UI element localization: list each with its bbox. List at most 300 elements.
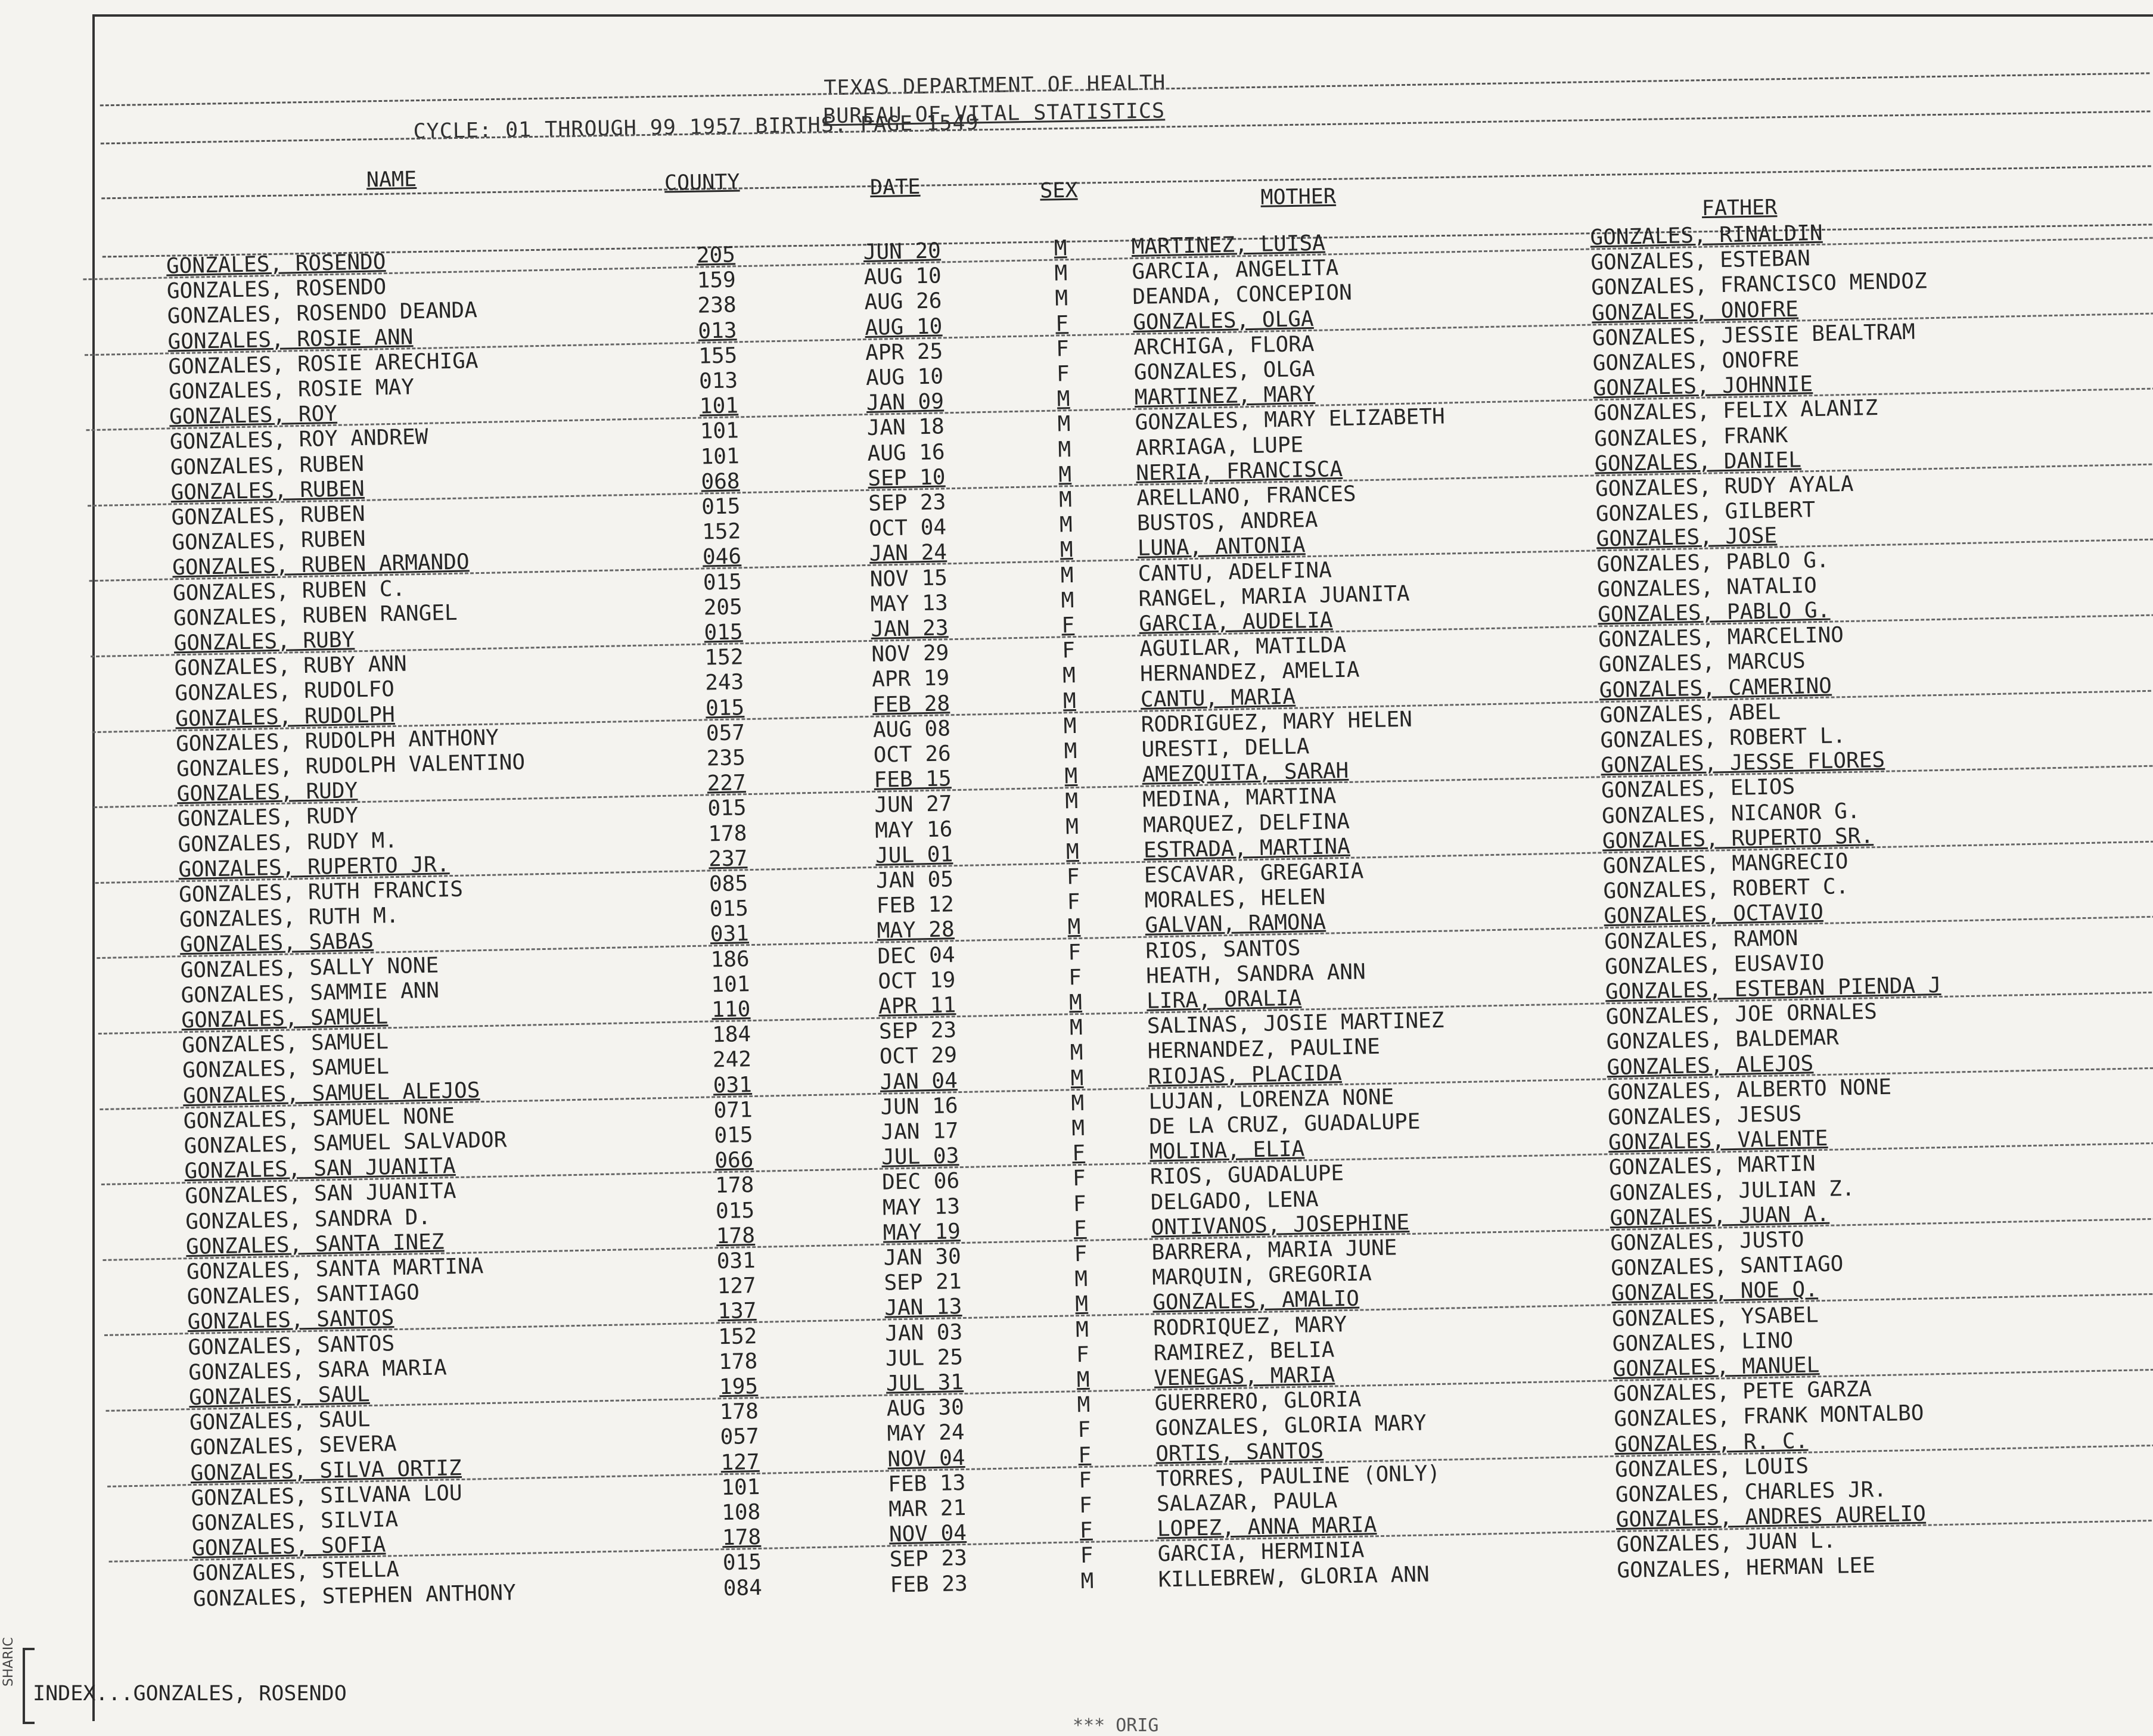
cell-name: GONZALES, ROY ANDREW xyxy=(169,425,428,455)
cell-date: JAN 05 xyxy=(875,867,954,893)
cell-county: 237 xyxy=(708,846,748,872)
cell-name: GONZALES, RUDOLFO xyxy=(175,677,395,706)
cell-father: GONZALES, ROBERT C. xyxy=(1603,874,1849,904)
cell-county: 057 xyxy=(706,720,745,746)
cell-name: GONZALES, SAMMIE ANN xyxy=(181,978,440,1008)
cell-sex: F xyxy=(1079,1493,1093,1518)
cell-father: GONZALES, ALEJOS xyxy=(1607,1051,1814,1080)
cell-sex: M xyxy=(1074,1292,1089,1317)
cell-county: 195 xyxy=(719,1374,759,1400)
cell-date: AUG 26 xyxy=(864,288,942,315)
cell-mother: ARELLANO, FRANCES xyxy=(1136,482,1356,511)
cell-name: GONZALES, RUBEN xyxy=(171,527,366,555)
cell-mother: MORALES, HELEN xyxy=(1144,884,1326,913)
cell-father: GONZALES, RAMON xyxy=(1604,926,1798,954)
cell-county: 238 xyxy=(697,293,737,318)
cell-date: DEC 06 xyxy=(881,1169,960,1195)
cell-date: MAY 16 xyxy=(874,816,953,843)
cell-mother: LUJAN, LORENZA NONE xyxy=(1148,1085,1394,1114)
cell-father: GONZALES, OCTAVIO xyxy=(1604,900,1824,929)
cell-name: GONZALES, SANTIAGO xyxy=(187,1280,420,1310)
cell-mother: ESCAVAR, GREGARIA xyxy=(1144,859,1364,888)
cell-sex: M xyxy=(1063,713,1077,739)
cell-mother: GARCIA, AUDELIA xyxy=(1138,608,1333,636)
cell-name: GONZALES, STELLA xyxy=(192,1557,400,1586)
cell-date: NOV 15 xyxy=(869,565,948,592)
cell-sex: F xyxy=(1077,1443,1092,1468)
cell-name: GONZALES, SALLY NONE xyxy=(180,953,439,983)
cell-mother: LOPEZ, ANNA MARIA xyxy=(1157,1513,1377,1542)
cell-county: 046 xyxy=(702,544,742,570)
cell-name: GONZALES, SAUL xyxy=(189,1407,371,1436)
cell-county: 015 xyxy=(709,896,749,922)
cell-county: 031 xyxy=(710,921,750,947)
cell-father: GONZALES, MANGRECIO xyxy=(1602,849,1848,879)
cell-county: 101 xyxy=(710,971,750,998)
cell-county: 101 xyxy=(699,393,739,419)
cell-mother: GONZALES, MARY ELIZABETH xyxy=(1135,404,1446,436)
col-sex: SEX xyxy=(1039,178,1078,203)
cell-sex: M xyxy=(1065,839,1080,865)
cell-sex: M xyxy=(1057,412,1071,437)
cell-father: GONZALES, EUSAVIO xyxy=(1604,950,1825,980)
cell-sex: F xyxy=(1068,940,1082,965)
cell-date: SEP 23 xyxy=(889,1546,968,1572)
cell-mother: GARCIA, HERMINIA xyxy=(1157,1538,1365,1567)
cell-name: GONZALES, SAMUEL xyxy=(182,1054,390,1083)
cell-date: AUG 10 xyxy=(864,313,943,340)
cell-sex: M xyxy=(1058,462,1072,487)
cell-date: JUL 01 xyxy=(875,841,953,868)
cell-mother: RIOJAS, PLACIDA xyxy=(1148,1060,1343,1089)
cell-date: JUL 25 xyxy=(885,1344,964,1371)
cell-date: OCT 04 xyxy=(868,515,947,542)
cell-date: OCT 26 xyxy=(873,741,952,768)
cell-sex: M xyxy=(1068,990,1083,1015)
cell-date: NOV 04 xyxy=(888,1521,967,1547)
cell-county: 178 xyxy=(719,1399,759,1425)
cell-county: 057 xyxy=(720,1424,760,1450)
cell-father: GONZALES, JUAN A. xyxy=(1610,1201,1830,1231)
cell-mother: DE LA CRUZ, GUADALUPE xyxy=(1148,1109,1421,1139)
cell-mother: SALINAS, JOSIE MARTINEZ xyxy=(1147,1008,1444,1039)
dept-title: TEXAS DEPARTMENT OF HEALTH xyxy=(824,71,1166,101)
cell-county: 013 xyxy=(697,318,737,344)
cell-mother: ARCHIGA, FLORA xyxy=(1133,331,1315,360)
cell-name: GONZALES, RUDY xyxy=(177,803,359,832)
cell-sex: F xyxy=(1076,1342,1090,1368)
cell-father: GONZALES, PABLO G. xyxy=(1596,548,1830,577)
cell-date: JAN 09 xyxy=(866,389,945,416)
cell-sex: F xyxy=(1068,965,1082,990)
cell-mother: MARQUIN, GREGORIA xyxy=(1152,1261,1372,1290)
cell-mother: TORRES, PAULINE (ONLY) xyxy=(1155,1461,1441,1492)
cell-sex: F xyxy=(1066,864,1080,890)
cell-mother: ARRIAGA, LUPE xyxy=(1135,432,1304,461)
cell-date: JUN 27 xyxy=(874,791,952,818)
cell-county: 178 xyxy=(707,821,747,847)
cell-county: 205 xyxy=(696,243,736,268)
cell-date: FEB 23 xyxy=(890,1571,968,1598)
cell-sex: M xyxy=(1054,236,1067,261)
bureau-title: BUREAU OF VITAL STATISTICS xyxy=(822,99,1166,129)
cell-name: GONZALES, RUTH FRANCIS xyxy=(178,877,464,908)
cell-name: GONZALES, SILVIA xyxy=(191,1507,399,1536)
cell-date: NOV 29 xyxy=(871,641,949,667)
cell-sex: F xyxy=(1072,1166,1086,1191)
cell-sex: M xyxy=(1058,437,1071,462)
cell-sex: F xyxy=(1080,1544,1093,1569)
cell-sex: M xyxy=(1071,1091,1085,1116)
cell-sex: M xyxy=(1064,764,1078,789)
cell-father: GONZALES, YSABEL xyxy=(1611,1302,1819,1331)
cell-date: JAN 30 xyxy=(883,1244,962,1271)
cell-county: 178 xyxy=(722,1525,762,1551)
cell-name: GONZALES, SAN JUANITA xyxy=(184,1154,456,1184)
cell-father: GONZALES, RUDY AYALA xyxy=(1595,471,1854,502)
cell-father: GONZALES, JOE ORNALES xyxy=(1605,999,1878,1030)
cell-father: GONZALES, JOSE xyxy=(1596,523,1778,552)
cell-name: GONZALES, SAN JUANITA xyxy=(184,1179,456,1209)
cell-father: GONZALES, JUAN L. xyxy=(1616,1529,1837,1558)
cell-sex: M xyxy=(1074,1266,1088,1292)
cell-sex: M xyxy=(1076,1367,1090,1393)
cell-mother: MEDINA, MARTINA xyxy=(1142,784,1337,813)
cell-father: GONZALES, ONOFRE xyxy=(1591,297,1799,326)
cell-name: GONZALES, SAUL xyxy=(188,1382,370,1411)
cell-father: GONZALES, NICANOR G. xyxy=(1601,799,1860,828)
cell-county: 015 xyxy=(705,695,745,721)
cell-mother: SALAZAR, PAULA xyxy=(1156,1488,1338,1517)
cell-father: GONZALES, HERMAN LEE xyxy=(1617,1552,1876,1583)
cell-name: GONZALES, ROSENDO xyxy=(166,275,387,304)
cell-sex: M xyxy=(1059,513,1073,538)
cell-name: GONZALES, SANTA MARTINA xyxy=(186,1254,484,1285)
cell-sex: M xyxy=(1057,387,1070,412)
cell-sex: M xyxy=(1060,538,1073,563)
cell-father: GONZALES, JULIAN Z. xyxy=(1609,1176,1855,1206)
cell-name: GONZALES, RUDY M. xyxy=(178,828,398,857)
cell-name: GONZALES, SOFIA xyxy=(191,1532,386,1561)
cell-county: 243 xyxy=(704,670,744,695)
cell-sex: M xyxy=(1058,487,1073,513)
cell-date: AUG 10 xyxy=(863,263,942,290)
cycle-line: CYCLE: 01 THROUGH 99 1957 BIRTHS. PAGE 1549 xyxy=(413,111,979,144)
cell-name: GONZALES, RUBEN ARMANDO xyxy=(172,549,470,580)
cell-sex: M xyxy=(1071,1116,1085,1141)
cell-date: AUG 16 xyxy=(867,439,945,466)
cell-date: JAN 24 xyxy=(869,540,947,567)
cell-date: MAY 13 xyxy=(870,591,949,617)
cell-county: 127 xyxy=(717,1274,757,1299)
cell-father: GONZALES, PABLO G. xyxy=(1597,598,1831,628)
cell-county: 127 xyxy=(720,1449,760,1475)
cell-father: GONZALES, BALDEMAR xyxy=(1606,1025,1840,1055)
cell-date: NOV 04 xyxy=(887,1445,965,1472)
cell-county: 186 xyxy=(710,946,750,972)
cell-date: AUG 08 xyxy=(872,716,951,743)
cell-mother: HERNANDEZ, AMELIA xyxy=(1139,657,1360,687)
cell-mother: RIOS, GUADALUPE xyxy=(1149,1161,1344,1190)
cell-date: FEB 12 xyxy=(876,892,955,918)
cell-mother: GALVAN, RAMONA xyxy=(1145,910,1326,939)
cell-sex: F xyxy=(1077,1418,1091,1443)
cell-father: GONZALES, DANIEL xyxy=(1594,448,1802,477)
cell-father: GONZALES, ROBERT L. xyxy=(1600,723,1846,753)
sharic-stamp: SHARIC xyxy=(1,1637,16,1687)
cell-county: 155 xyxy=(698,343,738,369)
cell-date: JUN 16 xyxy=(880,1093,959,1120)
cell-father: GONZALES, NATALIO xyxy=(1596,573,1818,603)
cell-date: SEP 10 xyxy=(868,465,946,491)
cell-name: GONZALES, RUPERTO JR. xyxy=(178,852,450,883)
cell-date: JAN 04 xyxy=(880,1068,958,1095)
cell-date: MAR 21 xyxy=(888,1495,967,1522)
cell-name: GONZALES, RUDOLPH ANTHONY xyxy=(175,725,499,757)
cell-father: GONZALES, CHARLES JR. xyxy=(1615,1477,1887,1508)
cell-father: GONZALES, JESUS xyxy=(1607,1101,1802,1131)
cell-mother: ONTIVANOS, JOSEPHINE xyxy=(1151,1210,1410,1240)
cell-mother: URESTI, DELLA xyxy=(1141,734,1310,762)
cell-date: APR 19 xyxy=(871,666,950,692)
cell-mother: RODRIGUEZ, MARY HELEN xyxy=(1141,707,1413,737)
cell-date: FEB 13 xyxy=(887,1470,966,1497)
cell-name: GONZALES, RUBEN C. xyxy=(172,576,406,605)
cell-mother: GONZALES, GLORIA MARY xyxy=(1155,1411,1427,1441)
cell-father: GONZALES, JESSE FLORES xyxy=(1600,747,1885,778)
cell-date: JAN 18 xyxy=(866,414,945,441)
col-county: COUNTY xyxy=(664,170,740,195)
cell-mother: GONZALES, OLGA xyxy=(1133,356,1315,385)
cell-date: APR 25 xyxy=(865,339,943,365)
cell-father: GONZALES, LOUIS xyxy=(1614,1454,1809,1482)
cell-county: 084 xyxy=(723,1575,763,1601)
cell-date: JUN 20 xyxy=(863,238,942,265)
cell-mother: MOLINA, ELIA xyxy=(1149,1136,1305,1164)
cell-date: SEP 23 xyxy=(868,490,946,516)
cell-date: AUG 10 xyxy=(865,364,944,390)
cell-name: GONZALES, SABAS xyxy=(179,929,374,958)
cell-sex: M xyxy=(1075,1317,1089,1342)
cell-county: 066 xyxy=(714,1148,754,1173)
cell-county: 071 xyxy=(713,1097,753,1123)
cell-county: 015 xyxy=(703,569,742,595)
cell-mother: AMEZQUITA, SARAH xyxy=(1142,759,1349,787)
cell-name: GONZALES, RUBEN RANGEL xyxy=(173,600,458,631)
cell-date: SEP 21 xyxy=(884,1269,962,1296)
cell-sex: F xyxy=(1061,613,1075,638)
cell-sex: M xyxy=(1070,1066,1084,1091)
cell-sex: M xyxy=(1055,286,1068,311)
cell-mother: GARCIA, ANGELITA xyxy=(1132,256,1339,285)
cell-county: 110 xyxy=(711,997,751,1023)
cell-name: GONZALES, ROY xyxy=(169,401,338,430)
cell-county: 242 xyxy=(712,1047,752,1073)
cell-sex: F xyxy=(1071,1141,1086,1166)
cell-date: MAY 13 xyxy=(882,1194,961,1221)
cell-father: GONZALES, ESTEBAN xyxy=(1590,246,1811,275)
cell-sex: F xyxy=(1055,311,1069,337)
cell-date: MAY 19 xyxy=(883,1219,961,1246)
cell-mother: MARTINEZ, MARY xyxy=(1134,382,1316,411)
cell-county: 101 xyxy=(700,418,740,444)
cell-mother: KILLEBREW, GLORIA ANN xyxy=(1158,1561,1430,1592)
cell-county: 159 xyxy=(697,268,737,293)
cell-sex: F xyxy=(1061,638,1076,663)
cell-sex: M xyxy=(1080,1569,1094,1594)
cell-date: FEB 28 xyxy=(872,691,950,718)
cell-name: GONZALES, ROSIE MAY xyxy=(168,375,415,405)
cell-sex: M xyxy=(1060,563,1074,588)
cell-sex: M xyxy=(1064,738,1077,764)
cell-father: GONZALES, ANDRES AURELIO xyxy=(1615,1501,1927,1533)
cell-father: GONZALES, MARCUS xyxy=(1598,648,1806,678)
cell-sex: M xyxy=(1062,663,1076,688)
cell-date: JAN 03 xyxy=(884,1319,963,1346)
col-mother: MOTHER xyxy=(1260,184,1337,210)
cell-name: GONZALES, SAMUEL ALEJOS xyxy=(182,1077,480,1108)
cell-father: GONZALES, ONOFRE xyxy=(1592,347,1800,376)
cell-father: GONZALES, RINALDIN xyxy=(1590,221,1823,250)
col-date: DATE xyxy=(869,175,921,200)
cell-county: 015 xyxy=(704,620,743,645)
cell-date: JAN 13 xyxy=(884,1294,962,1321)
cell-date: JAN 23 xyxy=(871,616,949,642)
cell-name: GONZALES, SANDRA D. xyxy=(185,1204,431,1234)
cell-name: GONZALES, ROSIE ARECHIGA xyxy=(168,348,479,380)
cell-name: GONZALES, ROSIE ANN xyxy=(167,324,414,355)
cell-county: 152 xyxy=(701,519,741,545)
cell-name: GONZALES, RUDY xyxy=(176,778,358,807)
cell-name: GONZALES, STEPHEN ANTHONY xyxy=(192,1580,517,1611)
cell-father: GONZALES, ABEL xyxy=(1599,700,1781,728)
cell-date: JAN 17 xyxy=(881,1119,959,1145)
cell-father: GONZALES, R. C. xyxy=(1614,1428,1809,1457)
cell-mother: LIRA, ORALIA xyxy=(1146,986,1302,1014)
cell-county: 013 xyxy=(698,368,738,394)
cell-sex: M xyxy=(1069,1015,1083,1041)
cell-name: GONZALES, SAMUEL NONE xyxy=(183,1103,455,1133)
cell-date: DEC 04 xyxy=(877,942,955,969)
cell-father: GONZALES, SANTIAGO xyxy=(1610,1251,1844,1281)
cell-county: 178 xyxy=(714,1173,754,1198)
cell-father: GONZALES, VALENTE xyxy=(1608,1126,1828,1156)
cell-county: 227 xyxy=(707,771,747,796)
cell-mother: RANGEL, MARIA JUANITA xyxy=(1138,581,1411,611)
cell-name: GONZALES, SANTOS xyxy=(188,1331,395,1360)
cell-father: GONZALES, FRANK MONTALBO xyxy=(1613,1401,1924,1432)
cell-name: GONZALES, SANTOS xyxy=(187,1306,394,1335)
cell-mother: RODRIQUEZ, MARY xyxy=(1152,1312,1347,1341)
cell-county: 178 xyxy=(718,1349,758,1375)
cell-name: GONZALES, RUDOLPH xyxy=(175,702,396,731)
cell-sex: M xyxy=(1061,588,1074,613)
cell-father: GONZALES, MARCELINO xyxy=(1598,623,1844,653)
cell-mother: BARRERA, MARIA JUNE xyxy=(1151,1235,1397,1265)
cell-father: GONZALES, ESTEBAN PIENDA J xyxy=(1605,973,1941,1005)
cell-county: 015 xyxy=(722,1550,762,1576)
cell-county: 137 xyxy=(717,1299,757,1324)
cell-sex: M xyxy=(1054,261,1068,286)
cell-father: GONZALES, FRANCISCO MENDOZ xyxy=(1590,269,1928,300)
cell-name: GONZALES, RUBEN xyxy=(170,476,365,505)
cell-date: OCT 29 xyxy=(879,1043,958,1070)
cell-county: 031 xyxy=(713,1072,753,1098)
cell-mother: GUERRERO, GLORIA xyxy=(1154,1387,1362,1416)
cell-mother: NERIA, FRANCISCA xyxy=(1135,456,1343,486)
cell-date: MAY 28 xyxy=(877,917,955,944)
cell-sex: M xyxy=(1070,1041,1083,1066)
cell-father: GONZALES, RUPERTO SR. xyxy=(1602,823,1874,854)
cell-mother: BUSTOS, ANDREA xyxy=(1136,507,1318,536)
cell-mother: GONZALES, OLGA xyxy=(1132,306,1315,335)
cell-father: GONZALES, MANUEL xyxy=(1613,1353,1820,1382)
cell-father: GONZALES, ELIOS xyxy=(1601,775,1795,803)
cell-father: GONZALES, JOHNNIE xyxy=(1593,372,1813,401)
cell-name: GONZALES, RUBEN xyxy=(171,501,365,530)
cell-mother: HERNANDEZ, PAULINE xyxy=(1147,1035,1381,1064)
cell-county: 015 xyxy=(701,494,741,520)
cell-county: 184 xyxy=(712,1022,751,1048)
cell-mother: ESTRADA, MARTINA xyxy=(1143,834,1351,863)
cell-sex: F xyxy=(1067,890,1080,915)
cell-sex: F xyxy=(1056,362,1070,387)
cell-county: 108 xyxy=(721,1499,761,1526)
cell-date: OCT 19 xyxy=(877,967,956,994)
cell-mother: DEANDA, CONCEPION xyxy=(1132,280,1353,310)
cell-date: AUG 30 xyxy=(886,1395,965,1421)
cell-father: GONZALES, MARTIN xyxy=(1608,1151,1816,1181)
cell-county: 015 xyxy=(714,1123,753,1148)
cell-name: GONZALES, SANTA INEZ xyxy=(185,1229,445,1259)
cell-date: JUL 03 xyxy=(881,1144,959,1170)
cell-county: 152 xyxy=(704,645,744,670)
cell-mother: CANTU, ADELFINA xyxy=(1138,557,1332,586)
cell-sex: M xyxy=(1065,814,1079,839)
cell-sex: F xyxy=(1073,1191,1087,1216)
cell-mother: MARTINEZ, LUISA xyxy=(1131,231,1326,259)
cell-name: GONZALES, SARA MARIA xyxy=(188,1355,448,1385)
cell-mother: CANTU, MARIA xyxy=(1140,684,1296,712)
cell-mother: LUNA, ANTONIA xyxy=(1137,533,1306,561)
cell-father: GONZALES, JESSIE BEALTRAM xyxy=(1592,319,1916,351)
cell-sex: M xyxy=(1067,915,1081,940)
cell-name: GONZALES, SAMUEL xyxy=(181,1004,389,1033)
cell-mother: RIOS, SANTOS xyxy=(1145,936,1301,964)
cell-name: GONZALES, SILVANA LOU xyxy=(191,1480,463,1511)
cell-mother: HEATH, SANDRA ANN xyxy=(1145,959,1366,989)
cell-county: 101 xyxy=(700,443,740,470)
cell-name: GONZALES, ROSENDO xyxy=(166,250,386,279)
cell-county: 235 xyxy=(706,746,746,771)
cell-county: 015 xyxy=(707,796,747,821)
cell-county: 101 xyxy=(720,1474,760,1501)
cell-father: GONZALES, JUSTO xyxy=(1610,1227,1804,1256)
cell-county: 085 xyxy=(709,871,748,897)
cell-name: GONZALES, RUTH M. xyxy=(179,903,399,933)
cell-mother: AGUILAR, MATILDA xyxy=(1139,633,1347,662)
cell-date: FEB 15 xyxy=(874,766,952,793)
cell-county: 015 xyxy=(715,1198,755,1223)
cell-name: GONZALES, ROSENDO DEANDA xyxy=(167,298,478,329)
cell-mother: DELGADO, LENA xyxy=(1150,1187,1319,1215)
cell-name: GONZALES, RUBY xyxy=(173,628,355,656)
cell-sex: M xyxy=(1064,789,1079,814)
cell-county: 068 xyxy=(701,469,740,495)
cell-name: GONZALES, RUBEN xyxy=(170,451,365,480)
cell-sex: F xyxy=(1074,1241,1088,1267)
cell-mother: ORTIS, SANTOS xyxy=(1155,1438,1324,1467)
